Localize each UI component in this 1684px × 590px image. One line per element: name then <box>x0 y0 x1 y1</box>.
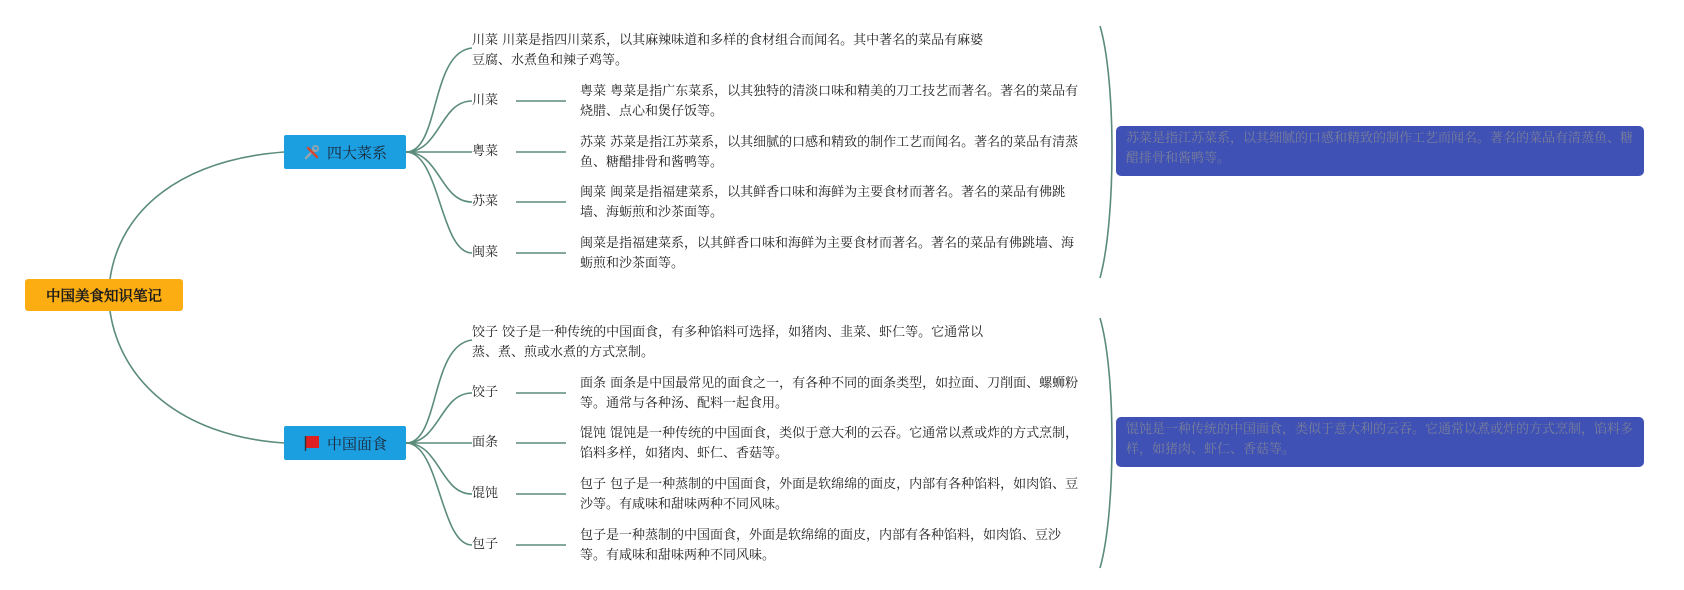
summary-note[interactable] <box>1116 417 1644 467</box>
item-description: 馄饨 馄饨是一种传统的中国面食，类似于意大利的云吞。它通常以煮或炸的方式烹制，馅料多样，如猪肉、虾仁、香菇等。 <box>580 426 1079 461</box>
item-label[interactable]: 包子 <box>472 537 499 552</box>
category-summary: 川菜 川菜是指四川菜系，以其麻辣味道和多样的食材组合而闻名。其中著名的菜品有麻婆豆腐、水煮鱼和辣子鸡等。 <box>472 33 984 68</box>
item-label[interactable]: 苏菜 <box>472 194 499 209</box>
summary-note-text: 馄饨是一种传统的中国面食，类似于意大利的云吞。它通常以煮或炸的方式烹制，馅料多样，如猪肉、虾仁、香菇等。 <box>1126 422 1634 457</box>
category-label: 中国面食 <box>326 434 387 453</box>
item-label[interactable]: 馄饨 <box>472 486 499 501</box>
summary-note[interactable] <box>1116 126 1644 176</box>
category-summary: 饺子 饺子是一种传统的中国面食，有多种馅料可选择，如猪肉、韭菜、虾仁等。它通常以蒸、煮、煎或水煮的方式烹制。 <box>472 325 984 360</box>
category-node-noodles[interactable] <box>284 426 406 460</box>
item-description: 苏菜 苏菜是指江苏菜系，以其细腻的口感和精致的制作工艺而闻名。著名的菜品有清蒸鱼、糖醋排骨和酱鸭等。 <box>580 135 1079 170</box>
root-label: 中国美食知识笔记 <box>46 288 162 305</box>
category-node-cuisines[interactable] <box>284 135 406 169</box>
summary-note-text: 苏菜是指江苏菜系，以其细腻的口感和精致的制作工艺而闻名。著名的菜品有清蒸鱼、糖醋排骨和酱鸭等。 <box>1126 131 1634 166</box>
item-label[interactable]: 面条 <box>472 435 499 450</box>
item-description: 粤菜 粤菜是指广东菜系，以其独特的清淡口味和精美的刀工技艺而著名。著名的菜品有烧腊、点心和煲仔饭等。 <box>580 84 1079 119</box>
item-description: 面条 面条是中国最常见的面食之一，有各种不同的面条类型，如拉面、刀削面、螺蛳粉等。通常与各种汤、配料一起食用。 <box>580 376 1079 411</box>
item-label[interactable]: 饺子 <box>472 385 499 400</box>
item-description: 闽菜是指福建菜系，以其鲜香口味和海鲜为主要食材而著名。著名的菜品有佛跳墙、海蛎煎和沙茶面等。 <box>580 236 1075 271</box>
item-label[interactable]: 川菜 <box>472 93 499 108</box>
tools-icon <box>303 143 321 161</box>
item-description: 闽菜 闽菜是指福建菜系，以其鲜香口味和海鲜为主要食材而著名。著名的菜品有佛跳墙、海蛎煎和沙茶面等。 <box>580 185 1066 220</box>
red-flag-icon <box>303 434 321 452</box>
item-label[interactable]: 粤菜 <box>472 144 499 159</box>
root-node[interactable] <box>25 279 183 311</box>
category-label: 四大菜系 <box>326 143 387 162</box>
item-description: 包子是一种蒸制的中国面食，外面是软绵绵的面皮，内部有各种馅料，如肉馅、豆沙等。有咸味和甜味两种不同风味。 <box>580 528 1062 563</box>
item-description: 包子 包子是一种蒸制的中国面食，外面是软绵绵的面皮，内部有各种馅料，如肉馅、豆沙等。有咸味和甜味两种不同风味。 <box>580 477 1079 512</box>
item-label[interactable]: 闽菜 <box>472 245 499 260</box>
